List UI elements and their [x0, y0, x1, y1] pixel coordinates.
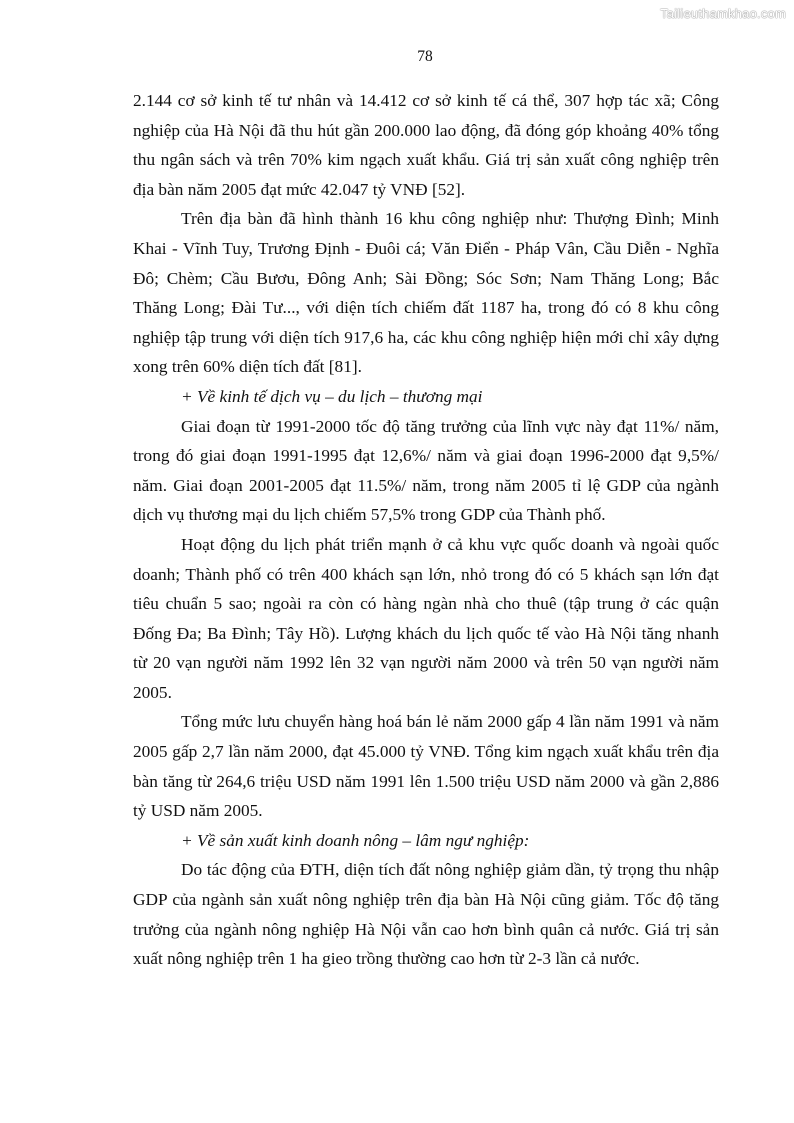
paragraph-retail-export: Tổng mức lưu chuyển hàng hoá bán lẻ năm 2000 gấp 4 lần năm 1991 và năm 2005 gấp 2,7 lần năm 2000, đạt 45.000 tỷ VNĐ. Tổng kim ngạch xuất khẩu trên địa bàn tăng từ 264,6 triệu USD năm 1991 lên 1.500 triệu USD năm 2000 và gần 2,886 tỷ USD năm 2005. — [133, 712, 719, 821]
watermark: Tailieuthamkhao.com — [660, 6, 786, 21]
paragraph-industry-stats: 2.144 cơ sở kinh tế tư nhân và 14.412 cơ sở kinh tế cá thể, 307 hợp tác xã; Công nghiệp của Hà Nội đã thu hút gần 200.000 lao động, đã đóng góp khoảng 40% tổng thu ngân sách và trên 70% kim ngạch xuất khẩu. Giá trị sản xuất công nghiệp trên địa bàn năm 2005 đạt mức 42.047 tỷ VNĐ [52]. — [133, 91, 719, 199]
document-body — [133, 86, 719, 974]
paragraph-services-growth: Giai đoạn từ 1991-2000 tốc độ tăng trưởng của lĩnh vực này đạt 11%/ năm, trong đó giai đoạn 1991-1995 đạt 12,6%/ năm và giai đoạn 1996-2000 đạt 9,5%/ năm. Giai đoạn 2001-2005 đạt 11.5%/ năm, trong năm 2005 tỉ lệ GDP của ngành dịch vụ thương mại du lịch chiếm 57,5% trong GDP của Thành phố. — [133, 416, 719, 525]
page-number: 78 — [417, 48, 433, 65]
paragraph-agriculture: Do tác động của ĐTH, diện tích đất nông nghiệp giảm dần, tỷ trọng thu nhập GDP của ngành sản xuất nông nghiệp trên địa bàn Hà Nội cũng giảm. Tốc độ tăng trưởng của ngành nông nghiệp Hà Nội vẫn cao hơn bình quân cả nước. Giá trị sản xuất nông nghiệp trên 1 ha gieo trồng thường cao hơn từ 2-3 lần cả nước. — [133, 860, 719, 969]
paragraph-industrial-zones: Trên địa bàn đã hình thành 16 khu công nghiệp như: Thượng Đình; Minh Khai - Vĩnh Tuy, Trương Định - Đuôi cá; Văn Điển - Pháp Vân, Cầu Diễn - Nghĩa Đô; Chèm; Cầu Bươu, Đông Anh; Sài Đồng; Sóc Sơn; Nam Thăng Long; Bắc Thăng Long; Đài Tư..., với diện tích chiếm đất 1187 ha, trong đó có 8 khu công nghiệp tập trung với diện tích 917,6 ha, các khu công nghiệp hiện mới chỉ xây dựng xong trên 60% diện tích đất [81]. — [133, 209, 719, 377]
section-heading-agriculture: + Về sản xuất kinh doanh nông – lâm ngư nghiệp: — [181, 830, 530, 850]
paragraph-tourism: Hoạt động du lịch phát triển mạnh ở cả khu vực quốc doanh và ngoài quốc doanh; Thành phố có trên 400 khách sạn lớn, nhỏ trong đó có 5 khách sạn lớn đạt tiêu chuẩn 5 sao; ngoài ra còn có hàng ngàn nhà cho thuê (tập trung ở các quận Đống Đa; Ba Đình; Tây Hồ). Lượng khách du lịch quốc tế vào Hà Nội tăng nhanh từ 20 vạn người năm 1992 lên 32 vạn người năm 2000 và trên 50 vạn người năm 2005. — [133, 534, 719, 702]
section-heading-services: + Về kinh tế dịch vụ – du lịch – thương mại — [181, 386, 483, 406]
